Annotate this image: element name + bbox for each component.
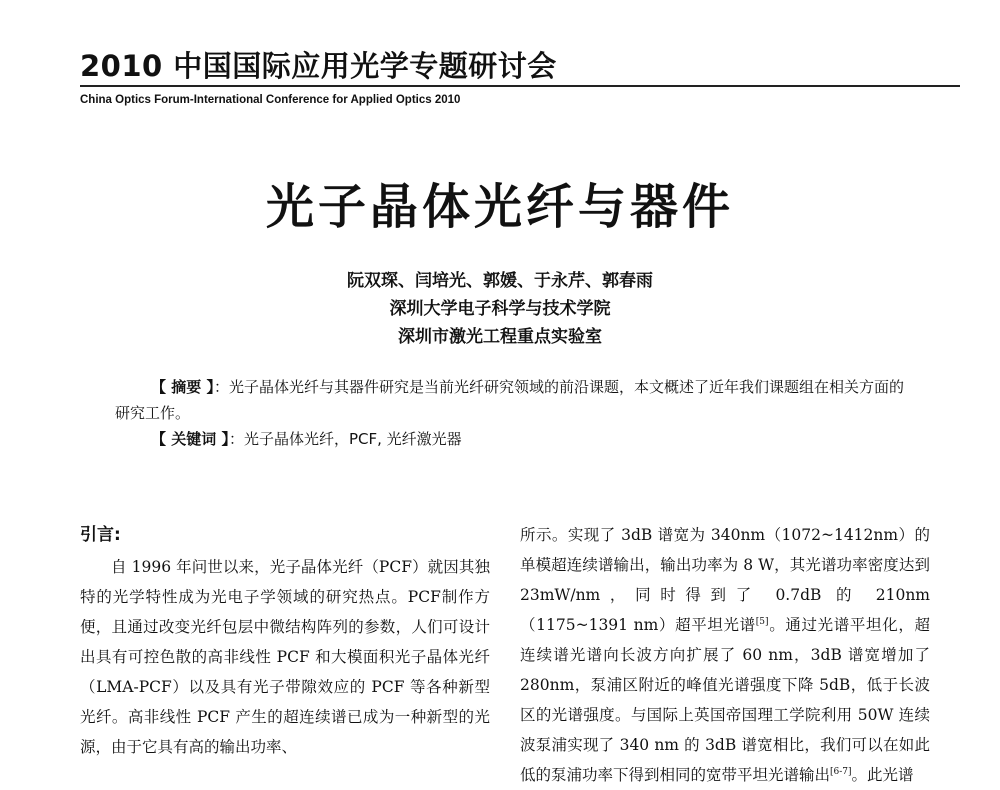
abstract-label: 【 摘要 】 xyxy=(151,378,214,396)
right-column-paragraph xyxy=(520,520,930,790)
conference-title: 2010 中国国际应用光学专题研讨会 xyxy=(80,49,557,83)
right-column xyxy=(520,520,930,790)
section-heading-introduction: 引言: xyxy=(80,525,121,545)
paper-title: 光子晶体光纤与器件 xyxy=(265,179,734,235)
citation-ref-6-7: [6-7] xyxy=(830,766,852,777)
affiliation-1: 深圳大学电子科学与技术学院 xyxy=(389,299,611,319)
left-column xyxy=(80,520,490,762)
author-list: 阮双琛、闫培光、郭媛、于永芹、郭春雨 xyxy=(347,271,653,291)
abstract-block xyxy=(115,374,915,452)
header-rule xyxy=(80,85,960,87)
abstract-paragraph xyxy=(115,374,915,426)
keywords-line xyxy=(115,426,915,452)
conference-subtitle: China Optics Forum-International Conference for Applied Optics 2010 xyxy=(80,94,461,106)
right-column-text-c: 。此光谱 xyxy=(851,766,914,784)
keywords-label: 【 关键词 】 xyxy=(151,430,229,448)
right-column-text-b: 。通过光谱平坦化，超连续谱光谱向长波方向扩展了 60 nm，3dB 谱宽增加了 280nm，泵浦区附近的峰值光谱强度下降 5dB，低于长波区的光谱强度。与国际上英国帝国理工学院利用 50W 连续波泵浦实现了 340 nm 的 3dB 谱宽相比，我们可以在如此低的泵浦功率下得到相同的宽带平坦光谱输出 xyxy=(520,616,930,784)
right-column-text-a: 所示。实现了 3dB 谱宽为 340nm（1072~1412nm）的单模超连续谱输出，输出功率为 8 W，其光谱功率密度达到 23mW/nm，同时得到了 0.7dB 的 210nm（1175~1391 nm）超平坦光谱 xyxy=(520,526,930,634)
left-column-paragraph: 自 1996 年问世以来，光子晶体光纤（PCF）就因其独特的光学特性成为光电子学领域的研究热点。PCF制作方便，且通过改变光纤包层中微结构阵列的参数，人们可设计出具有可控色散的高非线性 PCF 和大模面积光子晶体光纤（LMA-PCF）以及具有光子带隙效应的 PCF 等各种新型光纤。高非线性 PCF 产生的超连续谱已成为一种新型的光源，由于它具有高的输出功率、 xyxy=(80,558,490,756)
citation-ref-5: [5] xyxy=(755,616,769,627)
abstract-text: ：光子晶体光纤与其器件研究是当前光纤研究领域的前沿课题，本文概述了近年我们课题组在相关方面的研究工作。 xyxy=(115,378,904,422)
affiliation-2: 深圳市激光工程重点实验室 xyxy=(398,327,602,347)
keywords-text: ：光子晶体光纤，PCF, 光纤激光器 xyxy=(228,430,462,448)
